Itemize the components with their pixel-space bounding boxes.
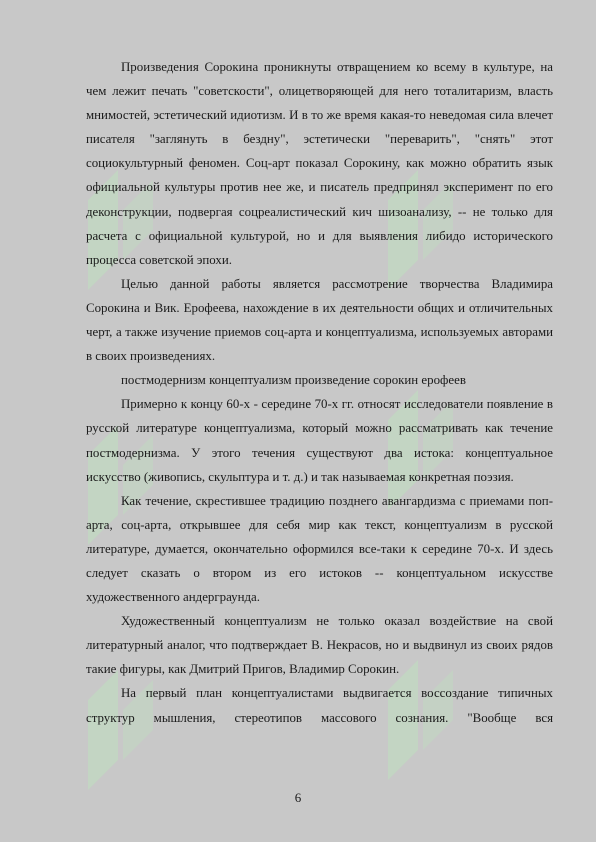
paragraph-6: На первый план концептуалистами выдвигается воссоздание типичных структур мышления, стереотипов массового сознания. "Вообще вся bbox=[86, 686, 553, 725]
paragraph-5: Художественный концептуализм не только оказал воздействие на свой литературный аналог, что подтверждает В. Некрасов, но и выдвинул из своих рядов такие фигуры, как Дмитрий Пригов, Владимир Сорокин. bbox=[86, 614, 553, 677]
paragraph-2: Целью данной работы является рассмотрение творчества Владимира Сорокина и Вик. Ерофеева, нахождение в их деятельности общих и отличительных черт, а также изучение приемов соц-арта и концептуализма, используемых авторами в своих произведениях. bbox=[86, 276, 553, 364]
keywords-line: постмодернизм концептуализм произведение сорокин ерофеев bbox=[121, 373, 466, 388]
paragraph-4: Как течение, скрестившее традицию позднего авангардизма с приемами поп-арта, соц-арта, открывшее для себя мир как текст, концептуализм в русской литературе, думается, окончательно оформился все-таки к середине 70-х. И здесь следует сказать о втором из его истоков -- концептуальном искусстве художественного андерграунда. bbox=[86, 493, 553, 605]
page-number: 6 bbox=[294, 790, 302, 805]
document-body bbox=[86, 55, 553, 730]
paragraph-1: Произведения Сорокина проникнуты отвращением ко всему в культуре, на чем лежит печать "советскости", олицетворяющей для него тоталитаризм, власть мнимостей, эстетический идиотизм. И в то же время какая-то неведомая сила влечет писателя "заглянуть в бездну", эстетически "переварить", "снять" этот социокультурный феномен. Соц-арт показал Сорокину, как можно обратить язык официальной культуры против нее же, и писатель предпринял эксперимент по его деконструкции, подвергая соцреалистический кич шизоанализу, -- не только для расчета с официальной культурой, но и для выявления либидо исторического процесса советской эпохи. bbox=[86, 60, 553, 267]
paragraph-3: Примерно к концу 60-х - середине 70-х гг. относят исследователи появление в русской литературе концептуализма, который можно рассматривать как течение постмодернизма. У этого течения существуют два истока: концептуальное искусство (живопись, скульптура и т. д.) и так называемая конкретная поэзия. bbox=[86, 397, 553, 484]
